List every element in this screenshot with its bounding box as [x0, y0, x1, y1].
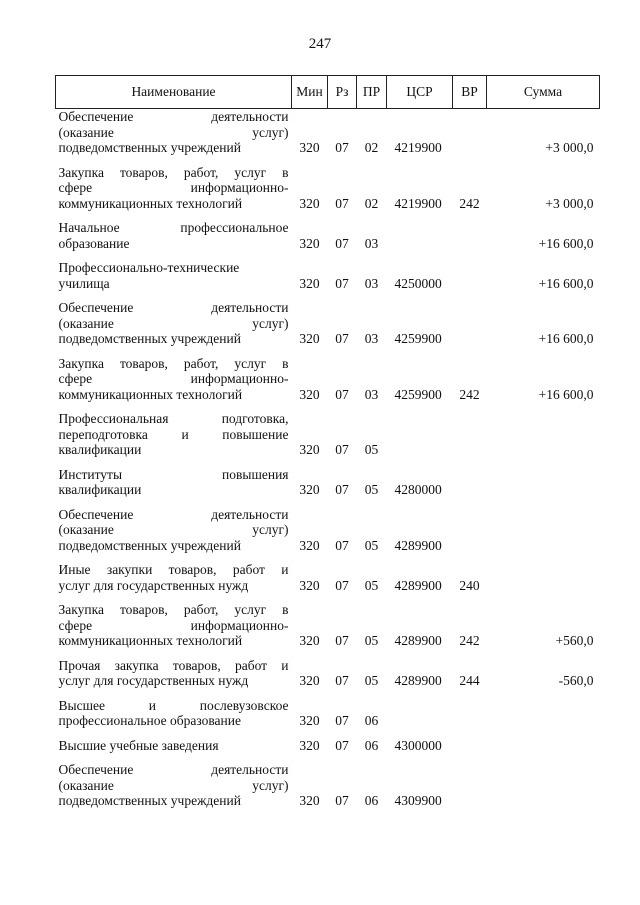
table-row — [56, 602, 600, 658]
header-pr: ПР — [357, 76, 387, 109]
row-pr: 03 — [364, 275, 379, 291]
header-min: Мин — [292, 76, 328, 109]
table-row — [56, 762, 600, 818]
table-row — [56, 738, 600, 763]
row-name-line: Высшие учебные заведения — [58, 737, 219, 753]
row-vr — [453, 738, 487, 763]
table-row — [56, 562, 600, 602]
row-vr: 242 — [459, 633, 480, 648]
row-csr — [387, 220, 453, 260]
row-csr: 4289900 — [394, 673, 442, 688]
table-row — [56, 658, 600, 698]
row-rz: 07 — [335, 673, 349, 688]
row-min: 320 — [299, 275, 320, 291]
row-rz: 07 — [335, 235, 349, 251]
row-name-line: коммуникационных технологий — [58, 195, 243, 211]
row-rz: 07 — [335, 442, 349, 457]
row-csr: 4259900 — [394, 386, 442, 402]
row-name-line: подведомственных учреждений — [58, 140, 241, 155]
row-pr: 05 — [364, 577, 379, 593]
row-pr: 02 — [364, 195, 379, 211]
row-name-line: Начальное профессиональное — [58, 220, 289, 235]
row-sum: +16 600,0 — [538, 331, 594, 346]
row-vr — [453, 411, 487, 467]
row-name — [56, 411, 292, 467]
header-sum: Сумма — [487, 76, 600, 109]
header-csr: ЦСР — [387, 76, 453, 109]
row-vr — [453, 507, 487, 563]
row-pr: 03 — [364, 235, 379, 251]
row-name — [56, 562, 292, 602]
row-rz: 07 — [335, 275, 349, 291]
row-min: 320 — [299, 737, 320, 753]
table-body — [56, 109, 600, 818]
row-name-line: Обеспечение деятельности — [58, 506, 289, 522]
row-vr: 242 — [459, 386, 480, 402]
row-name-line: Институты повышения — [58, 466, 289, 482]
row-min: 320 — [299, 577, 320, 593]
row-csr: 4289900 — [394, 537, 442, 553]
row-name-line: Закупка товаров, работ, услуг в — [58, 602, 289, 617]
row-min: 320 — [299, 195, 320, 211]
row-name-line: квалификации — [58, 482, 142, 497]
row-pr: 06 — [364, 713, 379, 728]
row-pr: 05 — [364, 673, 379, 688]
row-name-line: профессиональное образование — [58, 713, 241, 728]
table-row — [56, 300, 600, 356]
row-name — [56, 507, 292, 563]
table-row — [56, 698, 600, 738]
header-vr: ВР — [453, 76, 487, 109]
row-sum: -560,0 — [558, 673, 594, 688]
row-vr — [453, 300, 487, 356]
row-rz: 07 — [335, 737, 349, 753]
row-sum — [487, 467, 600, 507]
row-sum: +560,0 — [555, 633, 594, 648]
row-sum — [487, 507, 600, 563]
row-name-line: коммуникационных технологий — [58, 386, 243, 402]
row-min: 320 — [299, 793, 320, 808]
row-rz: 07 — [335, 386, 349, 402]
row-vr — [453, 220, 487, 260]
row-min: 320 — [299, 633, 320, 648]
header-name: Наименование — [56, 76, 292, 109]
row-csr: 4289900 — [394, 633, 442, 648]
row-sum — [487, 738, 600, 763]
row-name-line: Прочая закупка товаров, работ и — [58, 657, 289, 673]
row-name-line: подведомственных учреждений — [58, 537, 241, 553]
row-vr — [453, 467, 487, 507]
row-vr — [453, 762, 487, 818]
row-csr: 4300000 — [394, 737, 442, 753]
row-name-line: Закупка товаров, работ, услуг в — [58, 164, 289, 180]
row-name-line: Обеспечение деятельности — [58, 109, 289, 124]
row-sum: +16 600,0 — [538, 235, 594, 251]
row-name-line: сфере информационно- — [58, 180, 289, 195]
row-csr: 4259900 — [394, 331, 442, 346]
row-name — [56, 467, 292, 507]
row-pr: 05 — [364, 482, 379, 497]
table-header — [56, 76, 600, 109]
table-row — [56, 467, 600, 507]
row-rz: 07 — [335, 140, 349, 155]
row-rz: 07 — [335, 713, 349, 728]
row-csr: 4219900 — [394, 195, 442, 211]
row-name — [56, 658, 292, 698]
row-csr — [387, 411, 453, 467]
row-name-line: Иные закупки товаров, работ и — [58, 562, 289, 577]
row-name-line: Закупка товаров, работ, услуг в — [58, 355, 289, 371]
row-pr: 02 — [364, 140, 379, 155]
row-sum — [487, 411, 600, 467]
row-name-line: услуг для государственных нужд — [58, 673, 249, 688]
row-csr: 4250000 — [394, 275, 442, 291]
row-csr: 4289900 — [394, 577, 442, 593]
header-rz: Рз — [328, 76, 357, 109]
row-name-line: училища — [58, 275, 110, 291]
row-rz: 07 — [335, 195, 349, 211]
table-row — [56, 356, 600, 412]
table-row — [56, 109, 600, 165]
row-sum: +16 600,0 — [538, 275, 594, 291]
row-name-line: Обеспечение деятельности — [58, 300, 289, 315]
row-name-line: сфере информационно- — [58, 371, 289, 386]
row-csr: 4309900 — [394, 793, 442, 808]
row-sum — [487, 562, 600, 602]
row-name — [56, 738, 292, 763]
row-name-line: услуг для государственных нужд — [58, 577, 249, 593]
row-name-line: (оказание услуг) — [58, 777, 289, 793]
row-name-line: Профессионально-технические — [58, 260, 240, 275]
row-rz: 07 — [335, 482, 349, 497]
row-pr: 05 — [364, 442, 379, 457]
row-name — [56, 165, 292, 221]
row-pr: 06 — [364, 737, 379, 753]
row-sum — [487, 698, 600, 738]
table-row — [56, 220, 600, 260]
table-row — [56, 507, 600, 563]
row-vr: 240 — [459, 577, 480, 593]
row-min: 320 — [299, 537, 320, 553]
row-name-line: Профессиональная подготовка, — [58, 411, 289, 426]
row-vr: 242 — [459, 195, 480, 211]
row-csr: 4280000 — [394, 482, 442, 497]
row-vr: 244 — [459, 673, 480, 688]
row-name — [56, 356, 292, 412]
table-row — [56, 165, 600, 221]
row-pr: 03 — [364, 331, 379, 346]
row-rz: 07 — [335, 793, 349, 808]
row-csr: 4219900 — [394, 140, 442, 155]
row-name-line: (оказание услуг) — [58, 124, 289, 140]
row-min: 320 — [299, 442, 320, 457]
row-min: 320 — [299, 482, 320, 497]
row-vr — [453, 109, 487, 165]
budget-table — [55, 75, 600, 818]
page-number: 247 — [308, 36, 332, 52]
row-sum: +3 000,0 — [545, 140, 594, 155]
row-min: 320 — [299, 386, 320, 402]
row-name-line: сфере информационно- — [58, 617, 289, 633]
row-rz: 07 — [335, 633, 349, 648]
row-rz: 07 — [335, 331, 349, 346]
row-name — [56, 300, 292, 356]
row-min: 320 — [299, 140, 320, 155]
row-sum — [487, 762, 600, 818]
row-min: 320 — [299, 331, 320, 346]
row-name — [56, 109, 292, 165]
row-name-line: квалификации — [58, 442, 142, 457]
row-vr — [453, 260, 487, 300]
row-vr — [453, 698, 487, 738]
row-pr: 05 — [364, 633, 379, 648]
row-name — [56, 762, 292, 818]
row-pr: 03 — [364, 386, 379, 402]
row-name-line: (оказание услуг) — [58, 315, 289, 331]
row-min: 320 — [299, 673, 320, 688]
row-name — [56, 602, 292, 658]
row-name-line: Обеспечение деятельности — [58, 762, 289, 777]
table-row — [56, 260, 600, 300]
row-rz: 07 — [335, 577, 349, 593]
row-name-line: Высшее и послевузовское — [58, 697, 289, 713]
row-name — [56, 260, 292, 300]
row-min: 320 — [299, 235, 320, 251]
row-name — [56, 698, 292, 738]
row-pr: 05 — [364, 537, 379, 553]
row-name-line: подведомственных учреждений — [58, 331, 241, 346]
row-name-line: подведомственных учреждений — [58, 793, 241, 808]
row-name-line: (оказание услуг) — [58, 522, 289, 537]
row-name-line: образование — [58, 235, 130, 251]
row-min: 320 — [299, 713, 320, 728]
row-sum: +16 600,0 — [538, 386, 594, 402]
table-row — [56, 411, 600, 467]
row-csr — [387, 698, 453, 738]
row-name — [56, 220, 292, 260]
row-name-line: переподготовка и повышение — [58, 426, 289, 442]
row-name-line: коммуникационных технологий — [58, 633, 243, 648]
row-rz: 07 — [335, 537, 349, 553]
row-pr: 06 — [364, 793, 379, 808]
row-sum: +3 000,0 — [545, 195, 594, 211]
